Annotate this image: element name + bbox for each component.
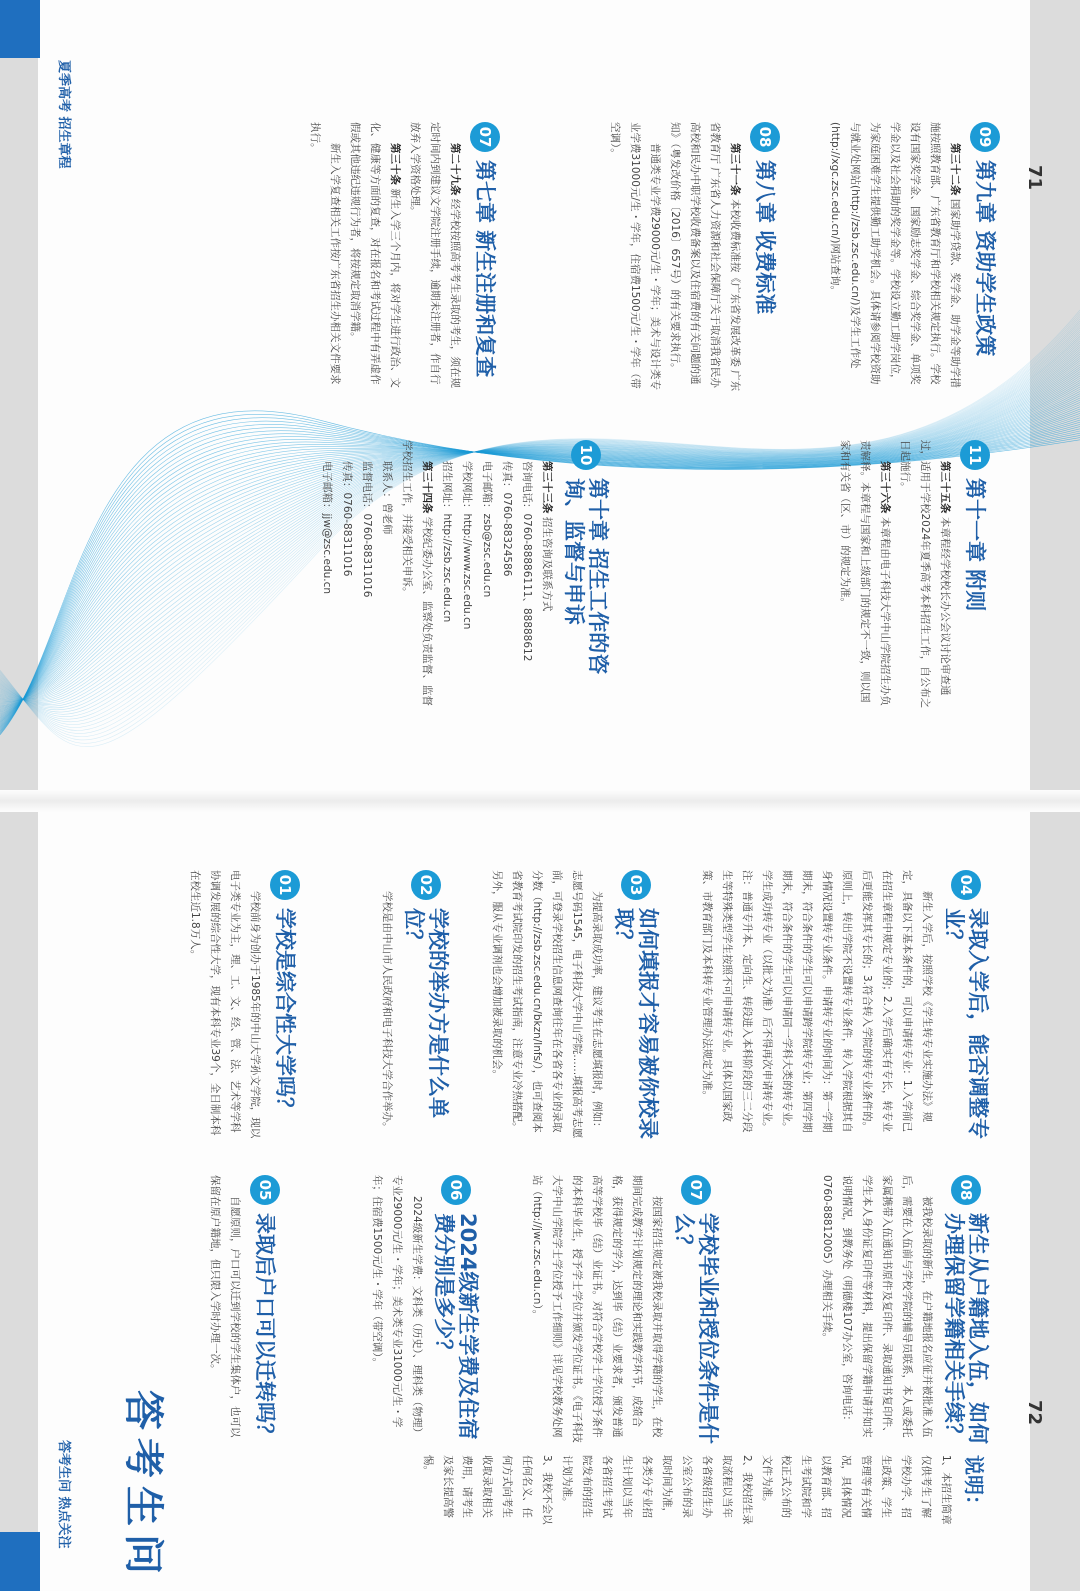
qa-05 [204, 1175, 280, 1445]
paragraph [516, 440, 536, 710]
paragraph-text: 本章程经学校校长办公会议讨论审查通过，适用于学校2024年夏季高考本科招生工作，自公布之日起施行。 [899, 440, 951, 709]
qa-07 [526, 1175, 720, 1445]
paragraph-text: 传真：0760-88324586 [500, 461, 513, 577]
article-label: 第二十九条 [449, 143, 461, 196]
qa-section-title: 答考生问 [120, 1390, 166, 1582]
qa-08 [816, 1175, 990, 1445]
section-number-badge: 07 [470, 122, 500, 152]
section-11 [834, 440, 990, 710]
section-body [824, 122, 964, 392]
paragraph [316, 440, 336, 710]
section-body [305, 122, 465, 392]
paragraph-text: 新生入学复查相关工作按广东省招生办相关文件要求执行。 [309, 122, 342, 385]
right-page-header: 答考生问 热点关注 [56, 1440, 71, 1549]
paragraph [356, 440, 376, 710]
paragraph-text: 传真：0760-88311016 [341, 461, 354, 577]
section-title: 第八章 收费标准 [753, 160, 778, 315]
paragraph-text: 招生咨询及联系方式 [540, 516, 553, 612]
article-label: 第三十五条 [939, 461, 951, 514]
note-item: 2、我校招生录取流程以当年各省级招生办公室公布的录取时间为准，各类分专业招生计划以当年各省招生考试院发布的招生计划为准。 [561, 1455, 753, 1525]
qa-02 [376, 870, 450, 1140]
qa-number-badge: 05 [250, 1175, 280, 1205]
paragraph [496, 440, 516, 710]
qa-question: 录取后户口可以迁转吗？ [253, 1213, 278, 1444]
right-page-number: 72 [1024, 1400, 1045, 1426]
qa-number-badge: 02 [411, 870, 441, 900]
article-label: 第三十二条 [949, 143, 961, 196]
section-body [834, 440, 954, 710]
paragraph-text: 咨询电话：0760-88886111、88888612 [520, 461, 533, 662]
qa-answer: 2024级新生学费：文科类（历史）、理科类（物理）专业29000元/生・学年；美术类专业31000元/生・学年；住宿费1500元/生・学年（带空调）。 [370, 1175, 423, 1438]
paragraph-text: 联系人：曾老师 [381, 461, 394, 535]
section-heading [562, 440, 610, 710]
section-body [316, 440, 555, 710]
qa-01 [184, 870, 300, 1140]
section-10 [316, 440, 610, 710]
qa-question: 2024级新生学费及住宿费分别是多少？ [431, 1213, 480, 1440]
qa-answer: 学校是由中山市人民政府和电子科技大学合作举办。 [380, 891, 393, 1133]
section-07 [305, 122, 501, 392]
paragraph-text: 监督电话：0760-88311016 [361, 461, 374, 598]
section-heading [960, 440, 990, 710]
section-number-badge: 11 [960, 440, 990, 470]
paragraph [536, 440, 556, 710]
section-title: 第十一章 附则 [963, 478, 988, 612]
paragraph [396, 440, 436, 710]
paragraph-text: 本校收费标准按《广东省发展改革委 广东省教育厅 广东省人力资源和社会保障厅关于取消我省民办高校和民办中职学校收费备案以及住宿费的有关问题的通知》（粤发改价格〔2016〕657号）的有关要求执行。 [669, 122, 741, 392]
qa-answer: 新生入学后，按照学校《学生转专业实施办法》规定，具备以下基本条件的，可以申请转专业：1.入学前已在招生章程中规定专业的；2.入学后确实有专长，转专业后更能发挥其专长的；3.符合转入学院的转专业条件的。原则上，转出学院不设置转专业条件，转入学院根据其自身情况设置转专业条件。申请转专业的时间为：第一学期期末，符合条件的学生可以申请跨学院转专业；第四学期期末，符合条件的学生可以申请同一学科大类的转专业。学生成功转专业（以批文为准）后不得再次申请转专业。注：普通专升本、定向生、转段进入本科阶段的三二分段生等特殊类型学生按照不可申请转专业。具体以国家政策、市教育部门及本科转专业管理办法规定为准。 [701, 870, 933, 1133]
qa-number-badge: 08 [951, 1175, 981, 1205]
paragraph [336, 440, 356, 710]
left-page-number: 71 [1024, 165, 1045, 191]
article-label: 第三十条 [389, 143, 402, 185]
paragraph-text: 电子邮箱：zsb@zsc.edu.cn [480, 461, 493, 598]
section-number-badge: 10 [571, 440, 601, 470]
qa-number-badge: 07 [681, 1175, 711, 1205]
paragraph-text: 新生入学三个月内，将对学生进行政治、文化、健康等方面的复查，对在报名和考试过程中有弄虚作假或其他违纪违规行为者，将按规定取消学籍。 [349, 122, 402, 388]
section-heading [750, 122, 780, 392]
qa-question: 新生从户籍地入伍，如何办理保留学籍相关手续？ [941, 1213, 990, 1444]
qa-number-badge: 03 [621, 870, 651, 900]
note-item: 3、我校不会以任何名义、任何方式向考生收取录取相关费用，请考生及家长提高警惕。 [421, 1455, 554, 1525]
paragraph-text: 学校网址：http://www.zsc.edu.cn [460, 461, 473, 630]
paragraph [344, 122, 404, 392]
qa-heading [612, 870, 660, 1140]
section-number-badge: 08 [750, 122, 780, 152]
paragraph [376, 440, 396, 710]
paragraph-text: 招生网址：http://zsb.zsc.edu.cn [441, 461, 454, 623]
qa-answer: 为提高录取成功率，建议考生在志愿填报时，例如：志愿号码1545，电子科技大学中山学院……填报高考志愿前，可登录学校招生信息网查询往年在各省各专业的录取分数（http://zsb.zsc.edu.cn/bkzn/lnfs/），也可查阅本省教育考试院印发的招生考试指南，注意专业冷热搭配。另外，服从专业调剂也会增加被录取的机会。 [491, 870, 603, 1139]
section-title: 第七章 新生注册和复查 [473, 160, 498, 378]
page-fold [0, 790, 1080, 812]
notes [417, 1455, 990, 1525]
paragraph [834, 440, 894, 710]
section-title: 第九章 资助学生政策 [973, 160, 998, 357]
note-item: 1、本招生简章仅供考生了解学校办学、招生政策、学生管理等有关情况，具体情况以教育部、招生考试院和学校正式公布的文件为准。 [760, 1455, 952, 1525]
paragraph [664, 122, 744, 392]
article-label: 第三十一条 [729, 143, 741, 196]
qa-number-badge: 01 [270, 870, 300, 900]
paragraph-text: 本章程由电子科技大学中山学院招生办负责解释。本章程与国家和上级部门的规定不一致，则以国家和有关省（区、市）的规定为准。 [839, 440, 892, 706]
qa-heading [942, 870, 990, 1140]
notes-title: 说明： [962, 1455, 986, 1515]
section-heading [970, 122, 1000, 392]
qa-answer: 学校前身为创办于1985年的中山大学孙文学院，现以电子类专业为主，理、工、文、经、管、法、艺术等学科协调发展的综合性大学，现有本科专业39个，全日制本科在校生近1.8万人。 [189, 870, 261, 1139]
paragraph [436, 440, 456, 710]
qa-heading [672, 1175, 720, 1445]
section-08 [604, 122, 780, 392]
qa-question: 学校的举办方是什么单位？ [401, 908, 450, 1118]
article-label: 第三十四条 [421, 461, 434, 514]
qa-answer: 按国家招生规定被我校录取并取得学籍的学生，在校期间完成教学计划规定的理论和实践教学环节，成绩合格，获得规定的学分，达到毕（结）业要求者，颁发普通高等学校毕（结）业证书。对符合学校学士学位授予条件的本科毕业生，授予学士学位并颁发学位证书。《电子科技大学中山学院学士学位授予工作细则》详见学校教务处网站（http://jwc.zsc.edu.cn）。 [531, 1175, 663, 1443]
left-tab-bar [0, 0, 40, 58]
qa-heading [402, 870, 450, 1140]
notes-body [417, 1455, 955, 1525]
paragraph-text: 普通类专业学费29000元/生・学年；美术与设计类专业学费31000元/生・学年，住宿费1500元/生・学年（带空调）。 [609, 122, 662, 390]
article-label: 第三十三条 [540, 461, 553, 514]
qa-heading [270, 870, 300, 1140]
qa-question: 学校毕业和授位条件是什么？ [671, 1213, 720, 1444]
qa-answer: 被我校录取的新生，在户籍地报名应征并被批准入伍后，需要在入伍前与学校学院的辅导员联系，本人或委托家属携带入伍通知书原件及复印件、录取通知书复印件、学生本人身份证复印件等材料，提出保留学籍申请并如实说明情况，到教务处（明德楼107办公室，咨询电话：0760-88812005）办理相关手续。 [821, 1175, 933, 1438]
qa-03 [486, 870, 660, 1140]
qa-number-badge: 04 [951, 870, 981, 900]
section-09 [824, 122, 1000, 392]
section-body [604, 122, 744, 392]
article-label: 第三十六条 [879, 461, 892, 514]
paragraph [305, 122, 345, 392]
left-page-header: 夏季高考 招生章程 [56, 60, 71, 169]
section-number-badge: 09 [970, 122, 1000, 152]
section-title: 第十章 招生工作的咨询、监督与申诉 [561, 478, 610, 675]
paragraph-text: 国家助学贷款、奖学金、助学金等助学措施按照教育部、广东省教育厅和学校相关规定执行。学校设有国家奖学金、国家励志奖学金、综合奖学金、单项奖学金以及社会捐助的奖学金等。学校设立勤工助学岗位，为家庭困难学生提供勤工助学机会。具体请参阅学校资助与就业处网站(http://zsb.zsc.edu.cn/)及学生工作处(http://xgc.zsc.edu.cn/)网站查询。 [829, 122, 961, 388]
right-tab-bar [0, 1532, 40, 1591]
qa-heading [250, 1175, 280, 1445]
paragraph [604, 122, 664, 392]
paragraph [824, 122, 964, 392]
paragraph [456, 440, 476, 710]
paragraph [404, 122, 464, 392]
section-heading [470, 122, 500, 392]
paragraph-text: 学校纪委办公室、监察处负责监督、监督学校招生工作，并接受相关申诉。 [401, 440, 434, 706]
paragraph-text: 电子邮箱：jjw@zsc.edu.cn [321, 461, 334, 595]
paragraph [894, 440, 954, 710]
qa-number-badge: 06 [441, 1175, 471, 1205]
qa-question: 如何填报才容易被你校录取？ [611, 908, 660, 1139]
qa-06 [366, 1175, 480, 1445]
paragraph [476, 440, 496, 710]
qa-heading [432, 1175, 480, 1445]
qa-question: 学校是综合性大学吗？ [273, 908, 298, 1118]
qa-04 [696, 870, 990, 1140]
qa-heading [942, 1175, 990, 1445]
qa-answer: 自愿原则，户口可以迁到学校的学生集体户，也可以保留在原户籍地，但只限入学时办理一次。 [209, 1175, 241, 1438]
qa-question: 录取入学后，能否调整专业？ [941, 908, 990, 1139]
paragraph-text: 经学校按照高考考生录取的考生，须在规定时间内到建议文学院注册手续，逾期未注册者，作自行放弃入学资格处理。 [409, 122, 461, 388]
